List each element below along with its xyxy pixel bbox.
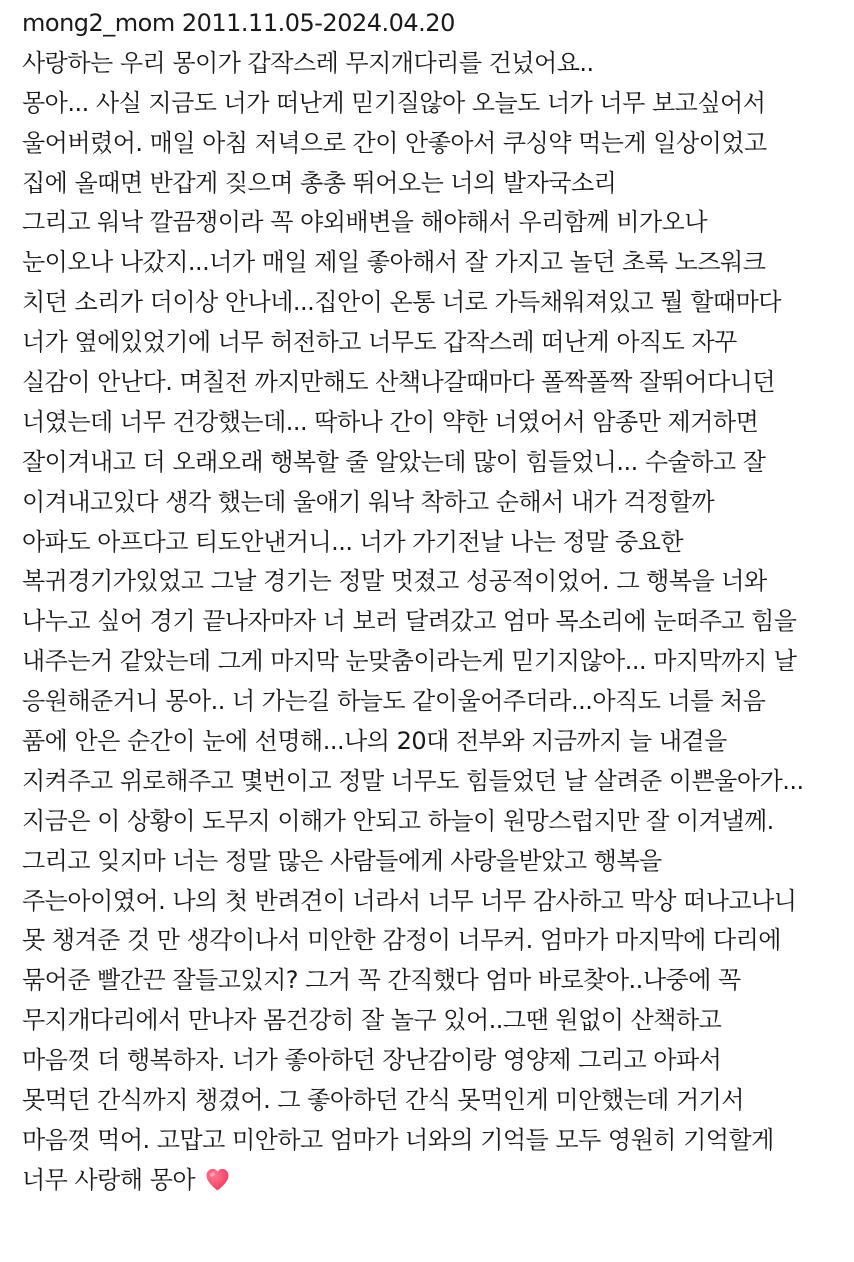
post-text [22, 0, 842, 1201]
post-line: 집에 올때면 반갑게 짖으며 총총 뛰어오는 너의 발자국소리 [22, 168, 617, 197]
post-line: mong2_mom 2011.11.05-2024.04.20 [22, 9, 455, 37]
post-line: 이겨내고있다 생각 했는데 울애기 워낙 착하고 순해서 내가 걱정할까 [22, 487, 715, 516]
post-line: 복귀경기가있었고 그날 경기는 정말 멋졌고 성공적이었어. 그 행복을 너와 [22, 567, 767, 596]
post-line: 치던 소리가 더이상 안나네...집안이 온통 너로 가득채워져있고 뭘 할때마다 [22, 288, 781, 317]
post-line: 마음껏 먹어. 고맙고 미안하고 엄마가 너와의 기억들 모두 영원히 기억할게 [22, 1125, 774, 1154]
post-line: 너무 사랑해 몽아 [22, 1165, 196, 1194]
post-line: 너였는데 너무 건강했는데... 딱하나 간이 약한 너였어서 암종만 제거하면 [22, 407, 759, 436]
post-line: 실감이 안난다. 며칠전 까지만해도 산책나갈때마다 폴짝폴짝 잘뛰어다니던 [22, 368, 776, 397]
post-line: 묶어준 빨간끈 잘들고있지? 그거 꼭 간직했다 엄마 바로찾아..나중에 꼭 [22, 966, 741, 995]
post-line: 사랑하는 우리 몽이가 갑작스레 무지개다리를 건넜어요.. [22, 48, 594, 77]
post-line: 못 챙겨준 것 만 생각이나서 미안한 감정이 너무커. 엄마가 마지막에 다리에 [22, 926, 781, 955]
post-line: 잘이겨내고 더 오래오래 행복할 줄 알았는데 많이 힘들었니... 수술하고 잘 [22, 447, 766, 476]
post-line: 나누고 싶어 경기 끝나자마자 너 보러 달려갔고 엄마 목소리에 눈떠주고 힘을 [22, 607, 797, 636]
post-line: 그리고 워낙 깔끔쟁이라 꼭 야외배변을 해야해서 우리함께 비가오나 [22, 208, 708, 237]
post-last-line [22, 1161, 842, 1201]
post-line: 너가 옆에있었기에 너무 허전하고 너무도 갑작스레 떠난게 아직도 자꾸 [22, 328, 737, 357]
post-line: 응원해준거니 몽아.. 너 가는길 하늘도 같이울어주더라...아직도 너를 처음 [22, 687, 766, 716]
post-line: 지금은 이 상황이 도무지 이해가 안되고 하늘이 원망스럽지만 잘 이겨낼께. [22, 806, 774, 835]
post-line: 못먹던 간식까지 챙겼어. 그 좋아하던 간식 못먹인게 미안했는데 거기서 [22, 1086, 744, 1115]
post-line: 그리고 잊지마 너는 정말 많은 사람들에게 사랑을받았고 행복을 [22, 846, 662, 875]
post-line: 무지개다리에서 만나자 몸건강히 잘 놀구 있어..그땐 원없이 산책하고 [22, 1006, 722, 1035]
post-line: 주는아이였어. 나의 첫 반려견이 너라서 너무 너무 감사하고 막상 떠나고나니 [22, 886, 797, 915]
post-line: 몽아... 사실 지금도 너가 떠난게 믿기질않아 오늘도 너가 너무 보고싶어서 [22, 88, 766, 117]
post-line: 울어버렸어. 매일 아침 저녁으로 간이 안좋아서 쿠싱약 먹는게 일상이었고 [22, 128, 767, 157]
post-line: 눈이오나 나갔지...너가 매일 제일 좋아해서 잘 가지고 놀던 초록 노즈워크 [22, 248, 766, 277]
post-line: 지켜주고 위로해주고 몇번이고 정말 너무도 힘들었던 날 살려준 이쁜울아가... [22, 766, 804, 795]
post-line: 마음껏 더 행복하자. 너가 좋아하던 장난감이랑 영양제 그리고 아파서 [22, 1046, 722, 1075]
post-line: 아파도 아프다고 티도안낸거니... 너가 가기전날 나는 정말 중요한 [22, 527, 684, 556]
red-heart-icon [204, 1166, 231, 1193]
post-line: 품에 안은 순간이 눈에 선명해...나의 20대 전부와 지금까지 늘 내곁을 [22, 727, 727, 756]
post-line: 내주는거 같았는데 그게 마지막 눈맞춤이라는게 믿기지않아... 마지막까지 날 [22, 647, 797, 676]
